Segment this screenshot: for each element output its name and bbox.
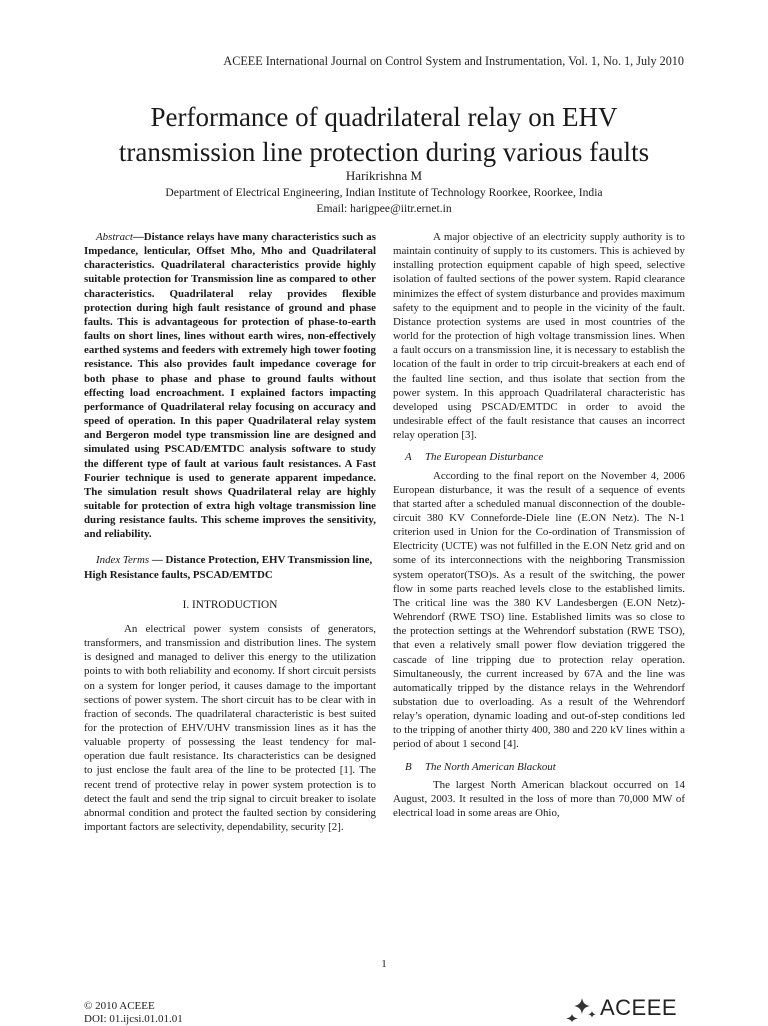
- north-american-blackout-paragraph: The largest North American blackout occurred on 14 August, 2003. It resulted in the loss of more than 70,000 MW of electrical load in some areas are Ohio,: [393, 778, 685, 820]
- subsection-letter: A: [405, 451, 412, 464]
- title-line-1: Performance of quadrilateral relay on EHV: [150, 102, 618, 132]
- section-heading-introduction: I. INTRODUCTION: [182, 598, 278, 611]
- european-disturbance-paragraph: According to the final report on the November 4, 2006 European disturbance, it was the result of a sequence of events that started after a scheduled manual disconnection of the double-circuit 380 KV Conneforde-Diele line (E.ON Netz). The N-1 criterion used in Union for the Co-ordination of Transmission of Electricity (UCTE) was not fulfilled in the E.ON Netz grid and on some of its interconnections with the neighboring Transmission system operator(TSO)s. As a result of the switching, the power flow in some parts reached levels close to the established limits. The critical line was the 380 KV Landesbergen (E.ON Netz)-Wehrendorf (RWE TSO) line. Established limits was so close to the protection settings at the Wehrendorf substation (RWE TSO), that even a relatively small power flow deviation triggered the cascade of line tripping due to protection relay operation. Simultaneously, the current increased by 67A and the line was automatically tripped by the distance relays in the Wehrendorf substation due to overloading. As a result of the Wehrendorf relay’s operation, dynamic loading and out-of-step conditions led to the tripping of another thirty 400, 380 and 220 kV lines within a period of about 1 second [4].: [393, 469, 685, 751]
- subsection-heading-b: [393, 760, 685, 774]
- paper-title: [0, 100, 768, 170]
- subsection-title: The European Disturbance: [425, 451, 544, 464]
- copyright-block: [84, 1000, 183, 1026]
- author-email: Email: harigpee@iitr.ernet.in: [316, 202, 452, 215]
- index-terms: [84, 553, 376, 581]
- title-line-2: transmission line protection during various faults: [118, 137, 650, 167]
- index-terms-text: — Distance Protection, EHV Transmission line, High Resistance faults, PSCAD/EMTDC: [84, 554, 373, 581]
- page-number: 1: [381, 958, 387, 970]
- abstract-text: —Distance relays have many characteristics such as Impedance, lenticular, Offset Mho, Mho and Quadrilateral characteristics. Quadrilateral characteristics provide highly suitable protection for Transmission line as compared to other characteristics. Quadrilateral relay provides flexible protection during high fault resistance of ground and phase faults. This is advantageous for protection of phase-to-earth faults on short lines, lines without earth wires, non-effectively earthed systems and feeders with extremely high tower footing resistance. This also provides fault impedance coverage for both phase to phase and phase to ground faults without effecting load encroachment. I explained factors impacting performance of Quadrilateral relay focusing on accuracy and speed of operation. In this paper Quadrilateral relay system and Bergeron model type transmission line are designed and simulated using PSCAD/EMTDC analysis software to study the different type of fault at various fault resistances. A Fast Fourier technique is used to generate apparent impedance. The simulation result shows Quadrilateral relay are highly suitable for protection of extra high voltage transmission line during resistance faults. This scheme improves the sensitivity, and reliability.: [84, 231, 376, 541]
- doi-line: DOI: 01.ijcsi.01.01.01: [84, 1013, 183, 1025]
- right-column: [393, 230, 685, 820]
- author-affiliation: Department of Electrical Engineering, Indian Institute of Technology Roorkee, Roorkee, India: [165, 186, 603, 199]
- aceee-logo-icon: [566, 994, 598, 1022]
- intro-paragraph: An electrical power system consists of generators, transformers, and transmission and distribution lines. The system is designed and managed to deliver this energy to the utilization points to with both reliability and economy. If short circuit persists on a system for longer period, it causes damage to the important sections of power system. The short circuit has to be clear with in fraction of seconds. The quadrilateral characteristic is best suited for the protection of EHV/UHV transmission lines as it has the valuable property of possessing the least tendency for mal-operation due fault resistance. Its characteristics can be designed to just enclose the fault area of the line to be protected [1]. The recent trend of protective relay in power system protection is to detect the fault and send the trip signal to circuit breaker to isolate abnormal condition and protect the faulted section by considering important factors are selectivity, dependability, security [2].: [84, 622, 376, 834]
- journal-header: ACEEE International Journal on Control System and Instrumentation, Vol. 1, No. 1, July 2010: [223, 54, 684, 68]
- subsection-title: The North American Blackout: [425, 760, 556, 773]
- subsection-heading-a: [393, 450, 685, 464]
- abstract: [84, 230, 376, 541]
- copyright-line: © 2010 ACEEE: [84, 1000, 155, 1012]
- index-terms-label: Index Terms: [96, 554, 150, 567]
- aceee-logo-text: ACEEE: [600, 995, 678, 1020]
- subsection-letter: B: [405, 760, 412, 773]
- author-name: Harikrishna M: [345, 168, 423, 183]
- aceee-logo: [566, 994, 677, 1022]
- intro-paragraph-continued: A major objective of an electricity supply authority is to maintain continuity of supply to its customers. This is achieved by installing protection equipment capable of high speed, selective isolation of faulted sections of the power system. Rapid clearance minimizes the effect of system disturbance and provides maximum safety to the equipment and to people in the vicinity of the fault. Distance protection systems are used in most countries of the world for the protection of high voltage transmission lines. When a fault occurs on a transmission line, it is necessary to establish the location of the fault in order to trip circuit-breakers at each end of the faulted line section, and thus isolate that section from the power system. In this approach Quadrilateral characteristic has developed using PSCAD/EMTDC in order to avoid the undesirable effect of the fault resistance that causes an incorrect relay operation [3].: [393, 231, 685, 442]
- abstract-label: Abstract: [96, 231, 133, 243]
- left-column: [84, 230, 376, 834]
